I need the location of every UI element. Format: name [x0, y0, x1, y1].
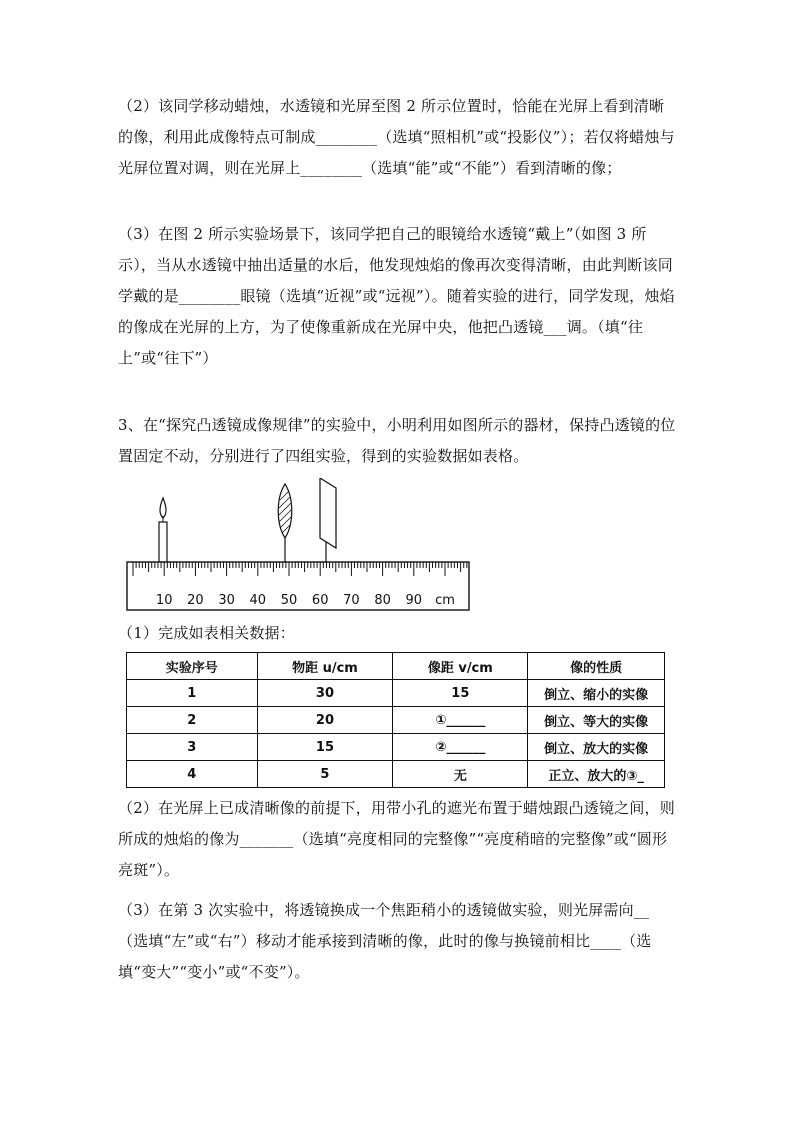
ruler-unit: cm: [435, 593, 455, 608]
ruler-label: 80: [374, 593, 391, 608]
header-object-distance: 物距 u/cm: [257, 653, 393, 680]
header-trial-number: 实验序号: [127, 653, 258, 680]
sub-question-1: （1）完成如表相关数据：: [118, 624, 295, 642]
ruler-label: 50: [280, 593, 298, 608]
cell-u: 20: [257, 707, 393, 734]
cell-u: 5: [257, 761, 393, 788]
sub-question-3: （3）在第 3 次实验中，将透镜换成一个焦距稍小的透镜做实验，则光屏需向__（选填“左”或“右”）移动才能承接到清晰的像，此时的像与换镜前相比____（选填“变大”“变小”或“不变”）。: [118, 901, 652, 981]
table-header-row: [127, 653, 665, 680]
cell-v-blank: ②______: [393, 734, 528, 761]
cell-nature: 倒立、等大的实像: [528, 707, 665, 734]
question-2-part-2: （2）该同学移动蜡烛，水透镜和光屏至图 2 所示位置时，恰能在光屏上看到清晰的像，利用此成像特点可制成________（选填“照相机”或“投影仪”）；若仅将蜡烛与光屏位置对调，则在光屏上________（选填“能”或“不能”）看到清晰的像；: [118, 97, 675, 177]
ruler-label: 40: [249, 593, 267, 608]
light-screen: [320, 478, 336, 562]
ruler-label: 90: [405, 593, 423, 608]
cell-trial: 1: [127, 680, 258, 707]
header-image-nature: 像的性质: [528, 653, 665, 680]
table-row: [127, 707, 665, 734]
question-3-stem: 3、在“探究凸透镜成像规律”的实验中，小明利用如图所示的器材，保持凸透镜的位置固定不动，分别进行了四组实验，得到的实验数据如表格。: [118, 416, 676, 465]
question-2-part-3: （3）在图 2 所示实验场景下，该同学把自己的眼镜给水透镜“戴上”（如图 3 所示），当从水透镜中抽出适量的水后，他发现烛焰的像再次变得清晰，由此判断该同学戴的是________眼镜（选填“近视”或“远视”）。随着实验的进行，同学发现，烛焰的像成在光屏的上方，为了使像重新成在光屏中央，他把凸透镜___调。（填“往上”或“往下”）: [118, 225, 675, 367]
experiment-data-table: [126, 652, 665, 788]
cell-v: 15: [393, 680, 528, 707]
cell-trial: 4: [127, 761, 258, 788]
ruler-label: 60: [311, 593, 329, 608]
cell-trial: 2: [127, 707, 258, 734]
table-row: [127, 680, 665, 707]
cell-nature: 倒立、缩小的实像: [528, 680, 665, 707]
ruler-label: 20: [187, 593, 204, 608]
cell-trial: 3: [127, 734, 258, 761]
candle: [159, 498, 167, 562]
convex-lens: [278, 484, 292, 562]
cell-nature: 倒立、放大的实像: [528, 734, 665, 761]
table-row: [127, 734, 665, 761]
ruler-label: 70: [343, 593, 360, 608]
cell-u: 15: [257, 734, 393, 761]
optical-bench-figure: [122, 478, 472, 614]
header-image-distance: 像距 v/cm: [393, 653, 528, 680]
ruler-label: 10: [155, 593, 173, 608]
cell-v: 无: [393, 761, 528, 788]
cell-v-blank: ①______: [393, 707, 528, 734]
cell-nature-blank: 正立、放大的③_: [528, 761, 665, 788]
table-row: [127, 761, 665, 788]
cell-u: 30: [257, 680, 393, 707]
ruler-label: 30: [218, 593, 235, 608]
ruler: [127, 562, 469, 610]
sub-question-2: （2）在光屏上已成清晰像的前提下，用带小孔的遮光布置于蜡烛跟凸透镜之间，则所成的烛焰的像为_______（选填“亮度相同的完整像”“亮度稍暗的完整像”或“圆形亮斑”）。: [118, 799, 675, 879]
